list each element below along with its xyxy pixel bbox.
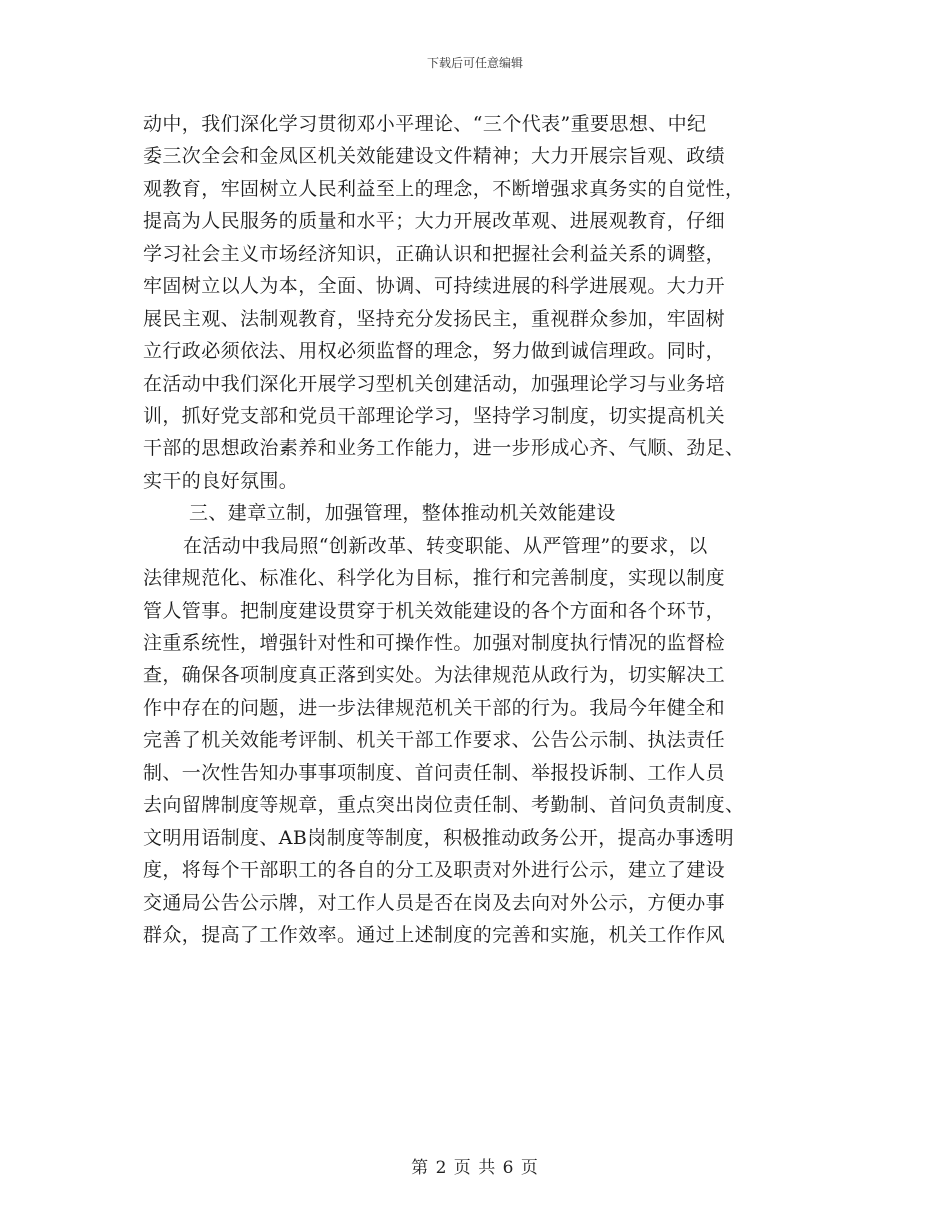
text-line: 观教育，牢固树立人民利益至上的理念，不断增强求真务实的自觉性， (143, 177, 745, 200)
text-line: 学习社会主义市场经济知识，正确认识和把握社会利益关系的调整， (143, 242, 726, 265)
page-header: 下载后可任意编辑 (426, 56, 523, 70)
document-body (143, 108, 803, 951)
text-line: 提高为人民服务的质量和水平；大力开展改革观、进展观教育，仔细 (143, 210, 726, 233)
text-line: 去向留牌制度等规章，重点突出岗位责任制、考勤制、首问负责制度、 (143, 794, 745, 817)
section-heading: 三、建章立制，加强管理，整体推动机关效能建设 (189, 502, 616, 525)
text-line: 在活动中我局照“创新改革、转变职能、从严管理”的要求，以 (183, 534, 708, 557)
text-line: 交通局公告公示牌，对工作人员是否在岗及去向对外公示，方便办事 (143, 891, 726, 914)
text-line: 作中存在的问题，进一步法律规范机关干部的行为。我局今年健全和 (143, 696, 726, 719)
text-line: 委三次全会和金凤区机关效能建设文件精神；大力开展宗旨观、政绩 (143, 145, 726, 168)
text-line: 群众，提高了工作效率。通过上述制度的完善和实施，机关工作作风 (143, 923, 726, 946)
text-line: 制、一次性告知办事事项制度、首问责任制、举报投诉制、工作人员 (143, 761, 726, 784)
text-line: 动中，我们深化学习贯彻邓小平理论、“三个代表”重要思想、中纪 (143, 113, 707, 135)
text-line: 度，将每个干部职工的各自的分工及职责对外进行公示，建立了建设 (143, 859, 726, 882)
text-line: 查，确保各项制度真正落到实处。为法律规范从政行为，切实解决工 (143, 664, 726, 687)
text-line: 实干的良好氛围。 (143, 469, 299, 492)
text-line: 在活动中我们深化开展学习型机关创建活动，加强理论学习与业务培 (143, 372, 726, 395)
text-line: 展民主观、法制观教育，坚持充分发扬民主，重视群众参加，牢固树 (143, 307, 726, 330)
text-line: 管人管事。把制度建设贯穿于机关效能建设的各个方面和各个环节， (143, 599, 726, 622)
text-line: 注重系统性，增强针对性和可操作性。加强对制度执行情况的监督检 (143, 632, 726, 654)
text-line: 文明用语制度、AB岗制度等制度，积极推动政务公开，提高办事透明 (143, 826, 735, 849)
text-line: 牢固树立以人为本，全面、协调、可持续进展的科学进展观。大力开 (143, 275, 726, 298)
text-line: 干部的思想政治素养和业务工作能力，进一步形成心齐、气顺、劲足、 (143, 437, 745, 460)
text-line: 法律规范化、标准化、科学化为目标，推行和完善制度，实现以制度 (143, 567, 726, 590)
text-line: 立行政必须依法、用权必须监督的理念，努力做到诚信理政。同时， (143, 340, 726, 363)
page-number: 第 2 页 共 6 页 (411, 1158, 539, 1178)
text-line: 训，抓好党支部和党员干部理论学习，坚持学习制度，切实提高机关 (143, 404, 726, 427)
text-line: 完善了机关效能考评制、机关干部工作要求、公告公示制、执法责任 (143, 729, 726, 752)
